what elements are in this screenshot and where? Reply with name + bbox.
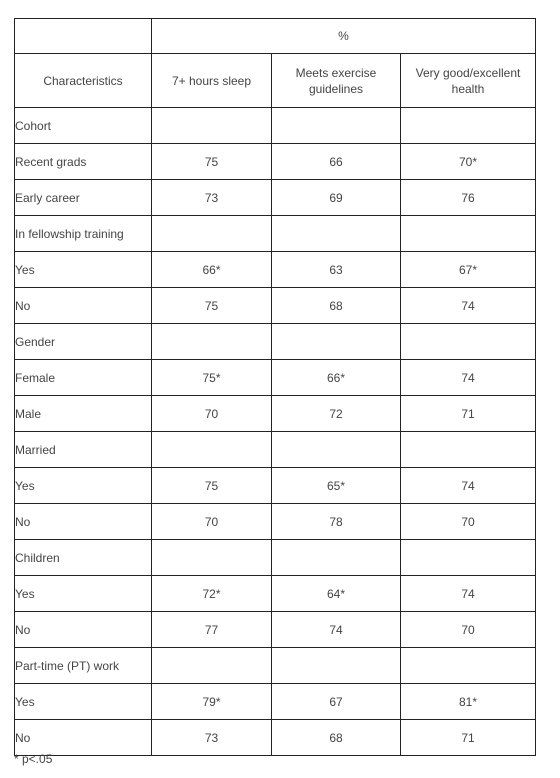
column-header-sleep: 7+ hours sleep bbox=[152, 54, 272, 108]
group-row bbox=[15, 324, 536, 360]
exercise-value: 64* bbox=[272, 576, 401, 612]
empty-cell bbox=[401, 108, 536, 144]
empty-cell bbox=[401, 432, 536, 468]
table-row bbox=[15, 720, 536, 756]
group-row bbox=[15, 432, 536, 468]
health-value: 74 bbox=[401, 360, 536, 396]
table-row bbox=[15, 684, 536, 720]
health-value: 70 bbox=[401, 612, 536, 648]
column-header-characteristics: Characteristics bbox=[15, 54, 152, 108]
health-value: 71 bbox=[401, 720, 536, 756]
empty-cell bbox=[152, 540, 272, 576]
exercise-value: 74 bbox=[272, 612, 401, 648]
sleep-value: 73 bbox=[152, 720, 272, 756]
empty-cell bbox=[152, 324, 272, 360]
group-row bbox=[15, 216, 536, 252]
exercise-value: 66* bbox=[272, 360, 401, 396]
row-label: No bbox=[15, 288, 152, 324]
table-row bbox=[15, 576, 536, 612]
empty-cell bbox=[152, 108, 272, 144]
column-header-health: Very good/excellent health bbox=[401, 54, 536, 108]
table-row bbox=[15, 252, 536, 288]
column-header-row bbox=[15, 54, 536, 108]
empty-cell bbox=[152, 648, 272, 684]
health-value: 81* bbox=[401, 684, 536, 720]
sleep-value: 75* bbox=[152, 360, 272, 396]
group-row bbox=[15, 108, 536, 144]
empty-cell bbox=[152, 216, 272, 252]
group-label: Cohort bbox=[15, 108, 152, 144]
row-label: Male bbox=[15, 396, 152, 432]
row-label: Yes bbox=[15, 684, 152, 720]
health-value: 70* bbox=[401, 144, 536, 180]
exercise-value: 63 bbox=[272, 252, 401, 288]
exercise-value: 67 bbox=[272, 684, 401, 720]
empty-cell bbox=[272, 108, 401, 144]
exercise-value: 72 bbox=[272, 396, 401, 432]
sleep-value: 77 bbox=[152, 612, 272, 648]
percent-header: % bbox=[152, 19, 536, 54]
empty-cell bbox=[401, 540, 536, 576]
table-row bbox=[15, 396, 536, 432]
group-label: In fellowship training bbox=[15, 216, 152, 252]
empty-cell bbox=[272, 648, 401, 684]
health-value: 74 bbox=[401, 468, 536, 504]
exercise-value: 68 bbox=[272, 288, 401, 324]
exercise-value: 68 bbox=[272, 720, 401, 756]
empty-cell bbox=[401, 216, 536, 252]
row-label: No bbox=[15, 504, 152, 540]
group-label: Gender bbox=[15, 324, 152, 360]
exercise-value: 65* bbox=[272, 468, 401, 504]
group-row bbox=[15, 648, 536, 684]
row-label: Yes bbox=[15, 252, 152, 288]
sleep-value: 70 bbox=[152, 504, 272, 540]
header-corner-cell bbox=[15, 19, 152, 54]
sleep-value: 70 bbox=[152, 396, 272, 432]
sleep-value: 75 bbox=[152, 144, 272, 180]
table-row bbox=[15, 144, 536, 180]
table-row bbox=[15, 504, 536, 540]
health-value: 76 bbox=[401, 180, 536, 216]
sleep-value: 79* bbox=[152, 684, 272, 720]
table-row bbox=[15, 288, 536, 324]
table-row bbox=[15, 180, 536, 216]
sleep-value: 75 bbox=[152, 288, 272, 324]
empty-cell bbox=[401, 648, 536, 684]
empty-cell bbox=[272, 216, 401, 252]
row-label: Early career bbox=[15, 180, 152, 216]
health-value: 74 bbox=[401, 288, 536, 324]
sleep-value: 72* bbox=[152, 576, 272, 612]
column-header-exercise: Meets exercise guidelines bbox=[272, 54, 401, 108]
row-label: Recent grads bbox=[15, 144, 152, 180]
empty-cell bbox=[152, 432, 272, 468]
table-row bbox=[15, 612, 536, 648]
row-label: No bbox=[15, 612, 152, 648]
empty-cell bbox=[401, 324, 536, 360]
health-value: 74 bbox=[401, 576, 536, 612]
health-value: 70 bbox=[401, 504, 536, 540]
table-row bbox=[15, 468, 536, 504]
sleep-value: 75 bbox=[152, 468, 272, 504]
health-value: 71 bbox=[401, 396, 536, 432]
row-label: Female bbox=[15, 360, 152, 396]
empty-cell bbox=[272, 324, 401, 360]
row-label: Yes bbox=[15, 576, 152, 612]
sleep-value: 73 bbox=[152, 180, 272, 216]
empty-cell bbox=[272, 432, 401, 468]
exercise-value: 66 bbox=[272, 144, 401, 180]
sleep-value: 66* bbox=[152, 252, 272, 288]
percent-header-row bbox=[15, 19, 536, 54]
table-row bbox=[15, 360, 536, 396]
row-label: No bbox=[15, 720, 152, 756]
group-row bbox=[15, 540, 536, 576]
exercise-value: 78 bbox=[272, 504, 401, 540]
data-table bbox=[14, 18, 536, 756]
exercise-value: 69 bbox=[272, 180, 401, 216]
footnote: * p<.05 bbox=[14, 752, 53, 766]
group-label: Children bbox=[15, 540, 152, 576]
group-label: Part-time (PT) work bbox=[15, 648, 152, 684]
empty-cell bbox=[272, 540, 401, 576]
row-label: Yes bbox=[15, 468, 152, 504]
group-label: Married bbox=[15, 432, 152, 468]
table-body bbox=[15, 19, 536, 756]
health-value: 67* bbox=[401, 252, 536, 288]
